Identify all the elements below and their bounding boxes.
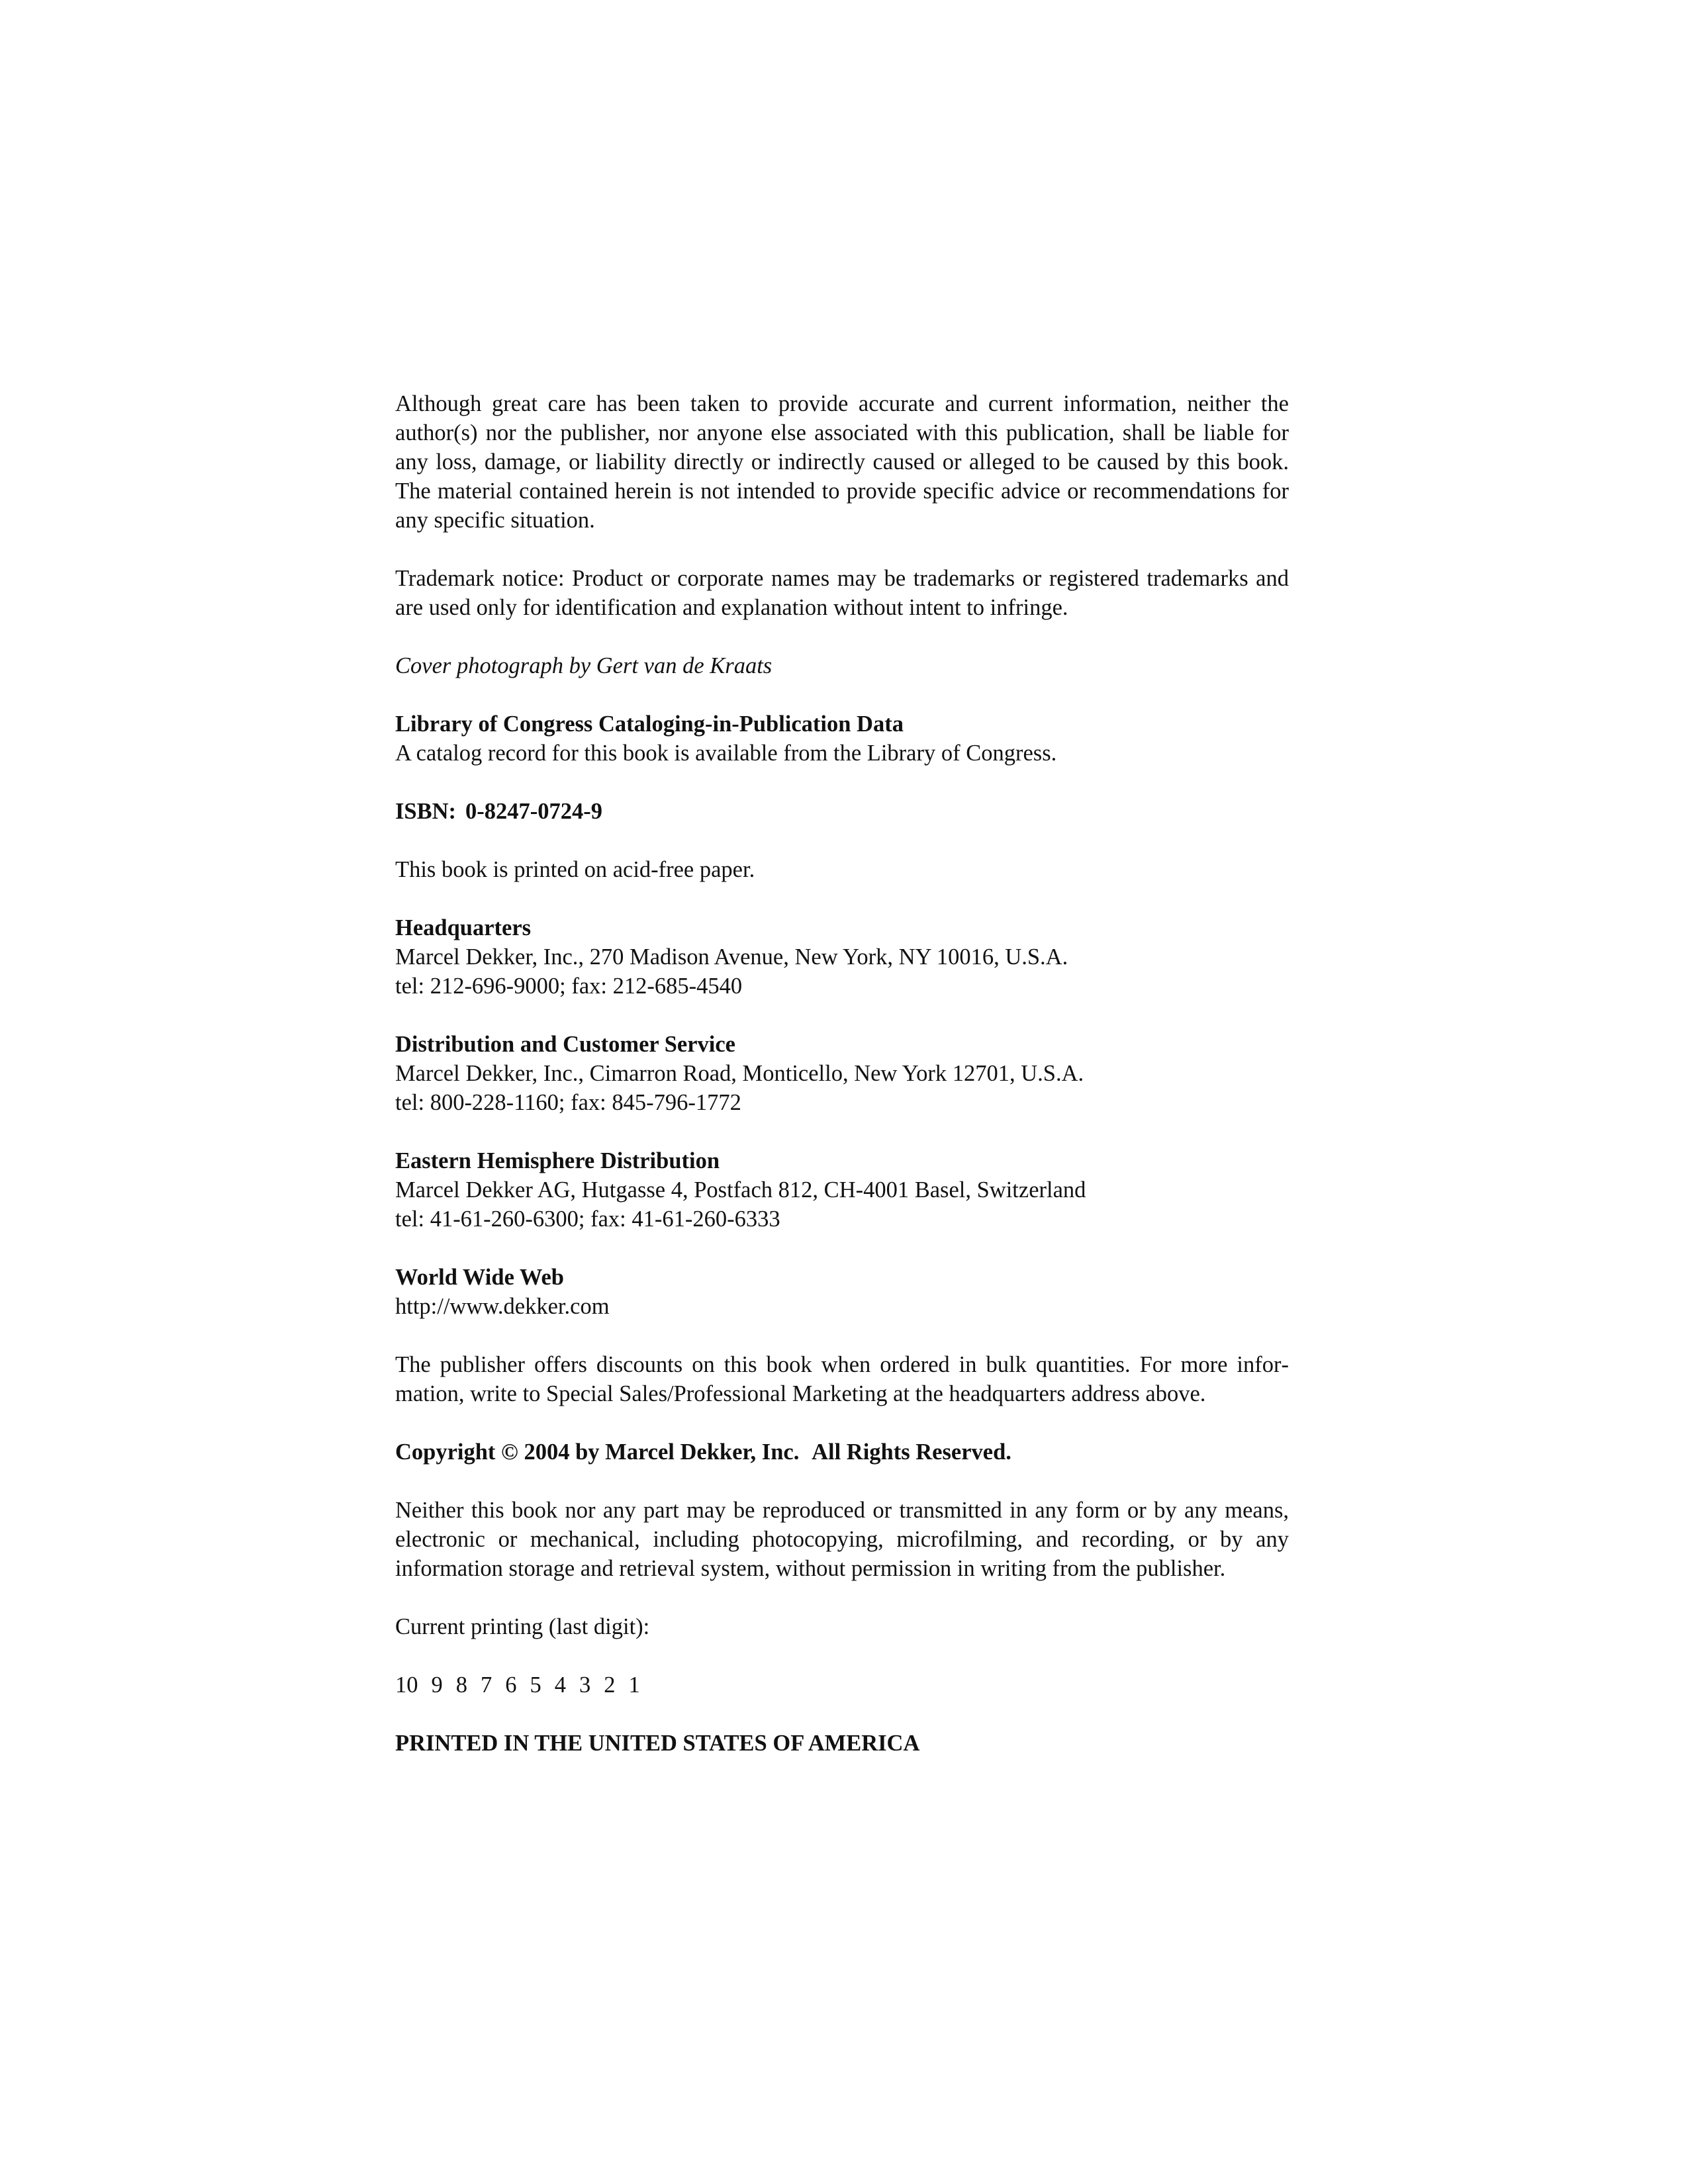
printed-in: PRINTED IN THE UNITED STATES OF AMERICA <box>395 1731 920 1756</box>
reproduction-notice: Neither this book nor any part may be reproduced or transmitted in any form or by any means, electronic or mechanical, including photocopying, microfilming, and recording, or by any information storage and retrieval system, without permission in writing from the publisher. <box>395 1498 1289 1581</box>
distribution-section <box>395 1030 1289 1117</box>
isbn-line <box>395 797 1289 826</box>
headquarters-heading: Headquarters <box>395 915 532 940</box>
isbn-label: ISBN: <box>395 799 457 824</box>
headquarters-section <box>395 913 1289 1001</box>
eastern-contact: tel: 41-61-260-6300; fax: 41-61-260-6333 <box>395 1206 780 1232</box>
disclaimer-paragraph: Although great care has been taken to provide accurate and current information, neither the author(s) nor the publisher, nor anyone else associated with this publication, shall be liable for any loss, damage, or liability directly or indirectly caused or alleged to be caused by this book. The material contained herein is not intended to provide specific advice or recommendations for any specific situation. <box>395 391 1289 533</box>
printing-digit: 1 <box>628 1672 640 1698</box>
cip-text: A catalog record for this book is available from the Library of Congress. <box>395 741 1057 766</box>
copyright-line <box>395 1437 1289 1467</box>
printing-label: Current printing (last digit): <box>395 1614 650 1639</box>
printing-digit: 8 <box>455 1672 467 1698</box>
eastern-section <box>395 1146 1289 1234</box>
printing-digit: 10 <box>395 1672 418 1698</box>
cip-heading: Library of Congress Cataloging-in-Publication Data <box>395 711 904 737</box>
paper-note: This book is printed on acid-free paper. <box>395 857 755 882</box>
printing-digit: 4 <box>554 1672 566 1698</box>
bulk-note: The publisher offers discounts on this book when ordered in bulk quantities. For more information, write to Special Sales/Professional Marketing at the headquarters address above. <box>395 1352 1289 1406</box>
cip-section <box>395 709 1289 768</box>
trademark-notice: Trademark notice: Product or corporate names may be trademarks or registered trademarks and are used only for identification and explanation without intent to infringe. <box>395 566 1289 620</box>
printing-digit: 7 <box>481 1672 492 1698</box>
printing-digit: 5 <box>530 1672 541 1698</box>
web-url[interactable]: http://www.dekker.com <box>395 1294 610 1319</box>
distribution-address: Marcel Dekker, Inc., Cimarron Road, Monticello, New York 12701, U.S.A. <box>395 1061 1084 1086</box>
cover-credit: Cover photograph by Gert van de Kraats <box>395 653 773 678</box>
printing-digit: 2 <box>604 1672 616 1698</box>
web-heading: World Wide Web <box>395 1265 564 1290</box>
distribution-heading: Distribution and Customer Service <box>395 1032 735 1057</box>
copyright-rights: All Rights Reserved. <box>812 1439 1011 1465</box>
distribution-contact: tel: 800-228-1160; fax: 845-796-1772 <box>395 1090 741 1115</box>
web-section <box>395 1263 1289 1321</box>
eastern-address: Marcel Dekker AG, Hutgasse 4, Postfach 812, CH-4001 Basel, Switzerland <box>395 1177 1086 1203</box>
eastern-heading: Eastern Hemisphere Distribution <box>395 1148 720 1173</box>
isbn-value: 0-8247-0724-9 <box>465 799 602 824</box>
printing-digit: 9 <box>431 1672 443 1698</box>
copyright-page <box>395 389 1289 1787</box>
printing-digit: 3 <box>579 1672 591 1698</box>
headquarters-contact: tel: 212-696-9000; fax: 212-685-4540 <box>395 974 743 999</box>
printing-digit: 6 <box>505 1672 517 1698</box>
headquarters-address: Marcel Dekker, Inc., 270 Madison Avenue, New York, NY 10016, U.S.A. <box>395 944 1068 970</box>
printing-digits <box>395 1670 1289 1700</box>
copyright-notice: Copyright © 2004 by Marcel Dekker, Inc. <box>395 1439 800 1465</box>
